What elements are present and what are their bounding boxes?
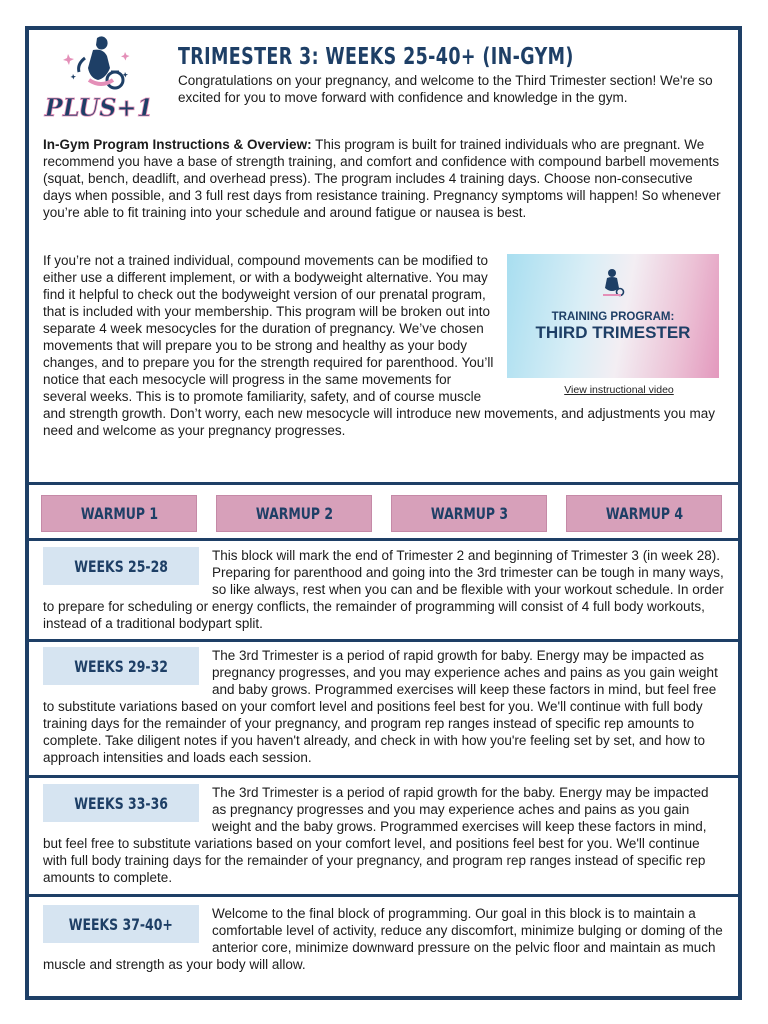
program-body-text: If you’re not a trained individual, compound movements can be modified to either use a different implement, or with a bodyweight alternative. You may find it helpful to check out the bodyweight version of our prenatal program, that is included with your membership. This program will be broken out into separate 4 week mesocycles for the duration of pregnancy. We’ve chosen movements that will prepare you to be strong and healthy as your body changes, and to prepare you for the strength required for parenthood. You’ll notice that each mesocycle will progress in the same movements for several weeks. This is to promote familiarity, safety, and of course muscle and strength growth. Don’t worry, each new mesocycle will introduce new movements, and adjustments you may need and welcome as your pregnancy progresses.	[43, 253, 716, 438]
plus-one-logo	[44, 32, 154, 134]
weeks-37-40-label-text: WEEKS 37-40+	[68, 914, 174, 934]
video-promo[interactable]	[507, 252, 723, 399]
video-thumbnail[interactable]	[507, 254, 719, 378]
overview-paragraph	[43, 136, 723, 221]
view-video-link[interactable]: View instructional video	[564, 384, 674, 396]
weeks-33-36-section	[43, 784, 725, 886]
program-details	[43, 252, 723, 439]
weeks-33-36-label-text: WEEKS 33-36	[74, 793, 168, 813]
divider	[29, 482, 738, 485]
weeks-25-28-text: This block will mark the end of Trimester 2 and beginning of Trimester 3 (in week 28). Preparing for parenthood and going into the 3rd trimester can be tough in many ways, so like always, rest when you can and be flexible with your workout schedule. In order to prepare for scheduling or energy conflicts, the remainder of programming will consist of 4 full body workouts, instead of a traditional bodypart split.	[43, 548, 724, 631]
warmup-2-label: WARMUP 2	[255, 504, 333, 523]
weeks-33-36-text: The 3rd Trimester is a period of rapid growth for the baby. Energy may be impacted as pregnancy progresses and you may experience aches and pains as you gain weight and the baby grows. Programmed exercises will keep these factors in mind, but feel free to substitute variations based on your comfort level, and positions feel best for you. We'll continue with full body training days for the remainder of your pregnancy, and program rep ranges instead of specific rep amounts to complete.	[43, 785, 709, 885]
weeks-37-40-section	[43, 905, 725, 973]
warmup-1-label: WARMUP 1	[80, 504, 158, 523]
warmup-4-label: WARMUP 4	[605, 504, 683, 523]
weeks-29-32-label-text: WEEKS 29-32	[74, 656, 168, 676]
weeks-37-40-text: Welcome to the final block of programming. Our goal in this block is to maintain a comfortable level of activity, reduce any discomfort, minimize bulging or doming of the anterior core, minimize downward pressure on the pelvic floor and maintain as much muscle and strength as your body will allow.	[43, 906, 723, 972]
figure-icon	[599, 268, 625, 302]
weeks-33-36-label[interactable]	[43, 784, 199, 822]
warmup-2-button[interactable]	[216, 495, 372, 532]
warmup-1-button[interactable]	[41, 495, 197, 532]
logo-wordmark: PLUS+1	[44, 93, 154, 122]
promo-title: THIRD TRIMESTER	[535, 323, 691, 342]
promo-subtitle: TRAINING PROGRAM:	[551, 311, 675, 323]
divider	[29, 894, 738, 897]
warmup-3-label: WARMUP 3	[430, 504, 508, 523]
divider	[29, 538, 738, 541]
weeks-37-40-label[interactable]	[43, 905, 199, 943]
weeks-25-28-section	[43, 547, 725, 632]
warmup-3-button[interactable]	[391, 495, 547, 532]
page-frame	[25, 26, 742, 1000]
weeks-29-32-text: The 3rd Trimester is a period of rapid growth for baby. Energy may be impacted as pregnancy progresses, and you may experience aches and pains as you gain weight and baby grows. Programmed exercises will keep these factors in mind, but feel free to substitute variations based on your comfort level and positions feel best for you. We'll continue with full body training days for the remainder of your pregnancy, and program rep ranges instead of specific rep amounts to complete. Take diligent notes if you haven't already, and check in with how you're feeling set by set, and how to approach intensities and loads each session.	[43, 648, 718, 765]
weeks-29-32-section	[43, 647, 725, 766]
overview-heading: In-Gym Program Instructions & Overview:	[43, 137, 312, 152]
page-title: TRIMESTER 3: WEEKS 25-40+ (IN-GYM)	[178, 44, 574, 70]
divider	[29, 639, 738, 642]
divider	[29, 775, 738, 778]
weeks-25-28-label-text: WEEKS 25-28	[74, 556, 168, 576]
intro-text: Congratulations on your pregnancy, and welcome to the Third Trimester section! We're so excited for you to move forward with confidence and knowledge in the gym.	[178, 73, 713, 105]
overview-text: This program is built for trained individuals who are pregnant. We recommend you have a base of strength training, and comfort and confidence with compound barbell movements (squat, bench, deadlift, and overhead press). The program includes 4 training days. Choose non-consecutive days when possible, and 3 full rest days from resistance training. Pregnancy symptoms will happen! So whenever you’re able to fit training into your schedule and around fatigue or nausea is best.	[43, 137, 721, 220]
weeks-25-28-label[interactable]	[43, 547, 199, 585]
warmup-4-button[interactable]	[566, 495, 722, 532]
weeks-29-32-label[interactable]	[43, 647, 199, 685]
